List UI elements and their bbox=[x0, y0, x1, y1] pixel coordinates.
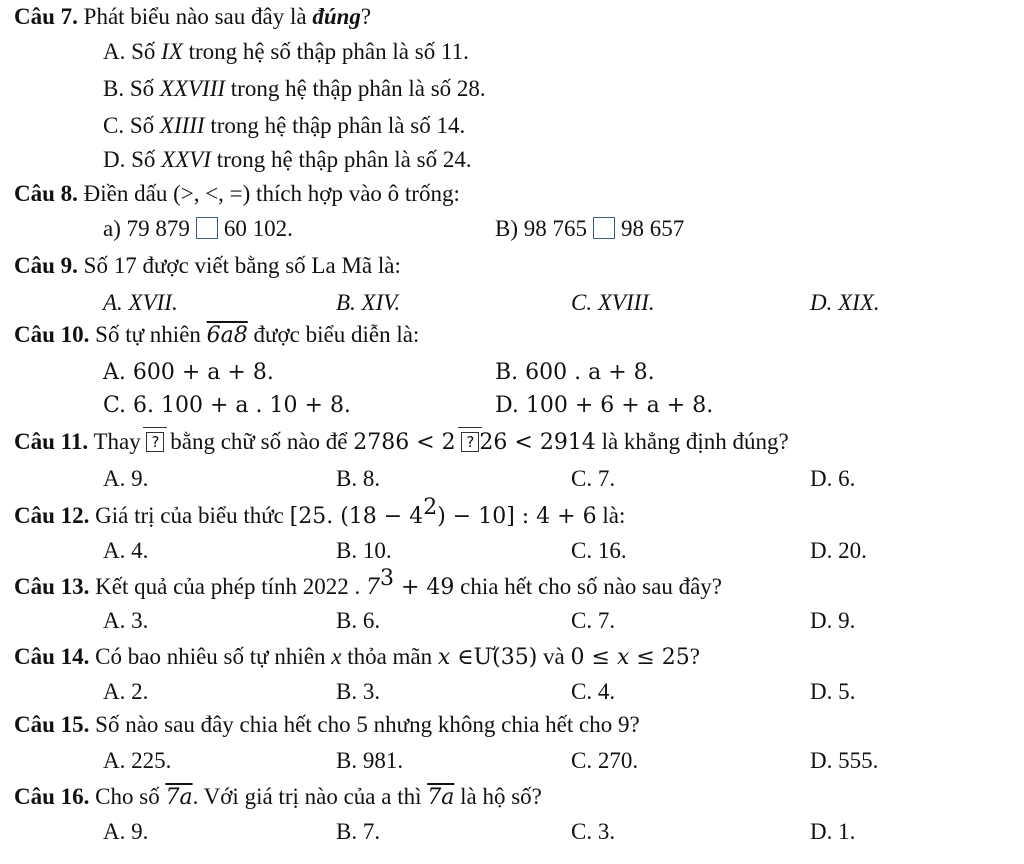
option-b: B. 600 . a + 8. bbox=[495, 360, 655, 385]
option-c: C. XVIII. bbox=[571, 290, 655, 315]
option-text: trong hệ thập phân là số 28. bbox=[225, 76, 486, 101]
overlined-number: 7a bbox=[427, 785, 455, 810]
math-base: 7 bbox=[365, 575, 380, 600]
option-a: A. 225. bbox=[103, 748, 172, 773]
option-b: B. 7. bbox=[336, 819, 381, 844]
option-d: D. 100 + 6 + a + 8. bbox=[495, 393, 714, 418]
question-label: Câu 7. bbox=[14, 4, 78, 29]
option-b: B. 10. bbox=[336, 538, 392, 563]
question-text-end: là khẳng định đúng? bbox=[595, 429, 789, 454]
question-11 bbox=[14, 427, 789, 458]
option-c: C. 3. bbox=[571, 819, 616, 844]
q8-part-b bbox=[495, 214, 684, 244]
option-b: B. 6. bbox=[336, 608, 381, 633]
option-prefix: D. Số bbox=[103, 147, 162, 172]
question-label: Câu 16. bbox=[14, 784, 90, 809]
option-c: C. 16. bbox=[571, 538, 627, 563]
question-14 bbox=[14, 642, 700, 673]
option-b: B. 8. bbox=[336, 466, 381, 491]
q7-option-c bbox=[103, 111, 465, 141]
option-prefix: B. Số bbox=[103, 76, 160, 101]
question-text: Giá trị của biểu thức bbox=[89, 503, 290, 528]
question-text-mid: . Với giá trị nào của a thì bbox=[192, 784, 428, 809]
question-text-mid: bằng chữ số nào để bbox=[164, 429, 354, 454]
math-expression: 26 < 2914 bbox=[479, 430, 596, 455]
option-roman: IX bbox=[161, 39, 183, 64]
option-a: A. 9. bbox=[103, 466, 149, 491]
option-d: D. 5. bbox=[810, 679, 856, 704]
question-text: Điền dấu (>, <, =) thích hợp vào ô trống: bbox=[77, 181, 460, 206]
question-text: Phát biểu nào sau đây là bbox=[77, 4, 313, 29]
question-mark-box: ? bbox=[146, 432, 164, 452]
math-expression: ∈Ư(35) bbox=[450, 645, 538, 670]
number-right: 60 102. bbox=[223, 216, 293, 241]
question-label: Câu 12. bbox=[14, 503, 90, 528]
question-label: Câu 8. bbox=[14, 181, 78, 206]
math-expression: 0 ≤ bbox=[570, 645, 617, 670]
overlined-number: 6a8 bbox=[206, 323, 248, 348]
math-expression-end: ) − 10] : 4 + 6 bbox=[437, 504, 597, 529]
q7-option-b bbox=[103, 74, 486, 104]
question-9 bbox=[14, 251, 401, 281]
option-text: trong hệ thập phân là số 14. bbox=[204, 113, 466, 138]
q7-option-a bbox=[103, 37, 469, 67]
question-label: Câu 9. bbox=[14, 253, 78, 278]
math-expression: 2786 < 2 bbox=[353, 430, 456, 455]
option-a: A. 3. bbox=[103, 608, 149, 633]
question-text-end: là: bbox=[596, 503, 626, 528]
math-variable: x bbox=[437, 645, 451, 670]
question-text-end: được biểu diễn là: bbox=[247, 322, 420, 347]
question-text: Kết quả của phép tính 2022 . bbox=[89, 574, 366, 599]
question-text-mid2: và bbox=[537, 644, 571, 669]
question-7 bbox=[14, 2, 371, 32]
number-left: B) 98 765 bbox=[495, 216, 587, 241]
option-a: A. 4. bbox=[103, 538, 149, 563]
option-roman: XXVI bbox=[161, 147, 211, 172]
question-label: Câu 14. bbox=[14, 644, 90, 669]
number-left: a) 79 879 bbox=[103, 216, 190, 241]
option-roman: XIIII bbox=[159, 113, 205, 138]
question-text-mid: thỏa mãn bbox=[341, 644, 438, 669]
exponent: 2 bbox=[423, 495, 438, 520]
option-c: C. 270. bbox=[571, 748, 639, 773]
option-c: C. 4. bbox=[571, 679, 616, 704]
q8-part-a bbox=[103, 214, 293, 244]
math-expression: [25. (18 − 4 bbox=[289, 504, 424, 529]
option-c: C. 7. bbox=[571, 608, 616, 633]
option-a: A. XVII. bbox=[103, 290, 178, 315]
question-text: Số nào sau đây chia hết cho 5 nhưng không chia hết cho 9? bbox=[89, 712, 640, 737]
question-text-end: là hộ số? bbox=[454, 784, 542, 809]
question-emphasis: đúng bbox=[312, 4, 361, 29]
option-prefix: A. Số bbox=[103, 39, 162, 64]
question-label: Câu 13. bbox=[14, 574, 90, 599]
option-d: D. 1. bbox=[810, 819, 856, 844]
question-text-end: chia hết cho số nào sau đây? bbox=[454, 574, 723, 599]
question-16 bbox=[14, 782, 542, 813]
option-d: D. 555. bbox=[810, 748, 879, 773]
option-text: trong hệ số thập phân là số 11. bbox=[182, 39, 469, 64]
q7-option-d bbox=[103, 145, 472, 175]
overlined-number: 7a bbox=[165, 785, 193, 810]
question-text-end: ? bbox=[360, 4, 372, 29]
option-d: D. 9. bbox=[810, 608, 856, 633]
question-13 bbox=[14, 566, 723, 603]
option-d: D. 6. bbox=[810, 466, 856, 491]
number-right: 98 657 bbox=[621, 216, 685, 241]
option-roman: XXVIII bbox=[159, 76, 226, 101]
question-15 bbox=[14, 710, 640, 740]
question-label: Câu 10. bbox=[14, 322, 90, 347]
option-d: D. 20. bbox=[810, 538, 867, 563]
option-b: B. 3. bbox=[336, 679, 381, 704]
question-text: Cho số bbox=[89, 784, 166, 809]
math-expression: + 49 bbox=[393, 575, 455, 600]
question-text: Số 17 được viết bằng số La Mã là: bbox=[77, 253, 401, 278]
math-expression: ≤ 25 bbox=[629, 645, 690, 670]
option-d: D. XIX. bbox=[810, 290, 880, 315]
option-b: B. XIV. bbox=[336, 290, 401, 315]
question-10 bbox=[14, 320, 419, 351]
exponent: 3 bbox=[379, 566, 394, 591]
math-variable: x bbox=[616, 645, 630, 670]
option-prefix: C. Số bbox=[103, 113, 160, 138]
question-label: Câu 11. bbox=[14, 429, 89, 454]
option-a: A. 600 + a + 8. bbox=[103, 360, 274, 385]
option-c: C. 6. 100 + a . 10 + 8. bbox=[103, 393, 351, 418]
option-a: A. 9. bbox=[103, 819, 149, 844]
question-text-end: ? bbox=[689, 644, 700, 669]
question-mark-box: ? bbox=[461, 432, 479, 452]
question-12 bbox=[14, 495, 626, 532]
question-label: Câu 15. bbox=[14, 712, 90, 737]
option-c: C. 7. bbox=[571, 466, 616, 491]
question-text: Có bao nhiêu số tự nhiên bbox=[89, 644, 332, 669]
option-text: trong hệ thập phân là số 24. bbox=[210, 147, 472, 172]
question-text: Số tự nhiên bbox=[89, 322, 207, 347]
variable: x bbox=[331, 644, 342, 669]
question-8 bbox=[14, 179, 460, 209]
option-b: B. 981. bbox=[336, 748, 404, 773]
answer-box[interactable] bbox=[593, 217, 615, 239]
question-text: Thay bbox=[88, 429, 147, 454]
option-a: A. 2. bbox=[103, 679, 149, 704]
answer-box[interactable] bbox=[196, 217, 218, 239]
